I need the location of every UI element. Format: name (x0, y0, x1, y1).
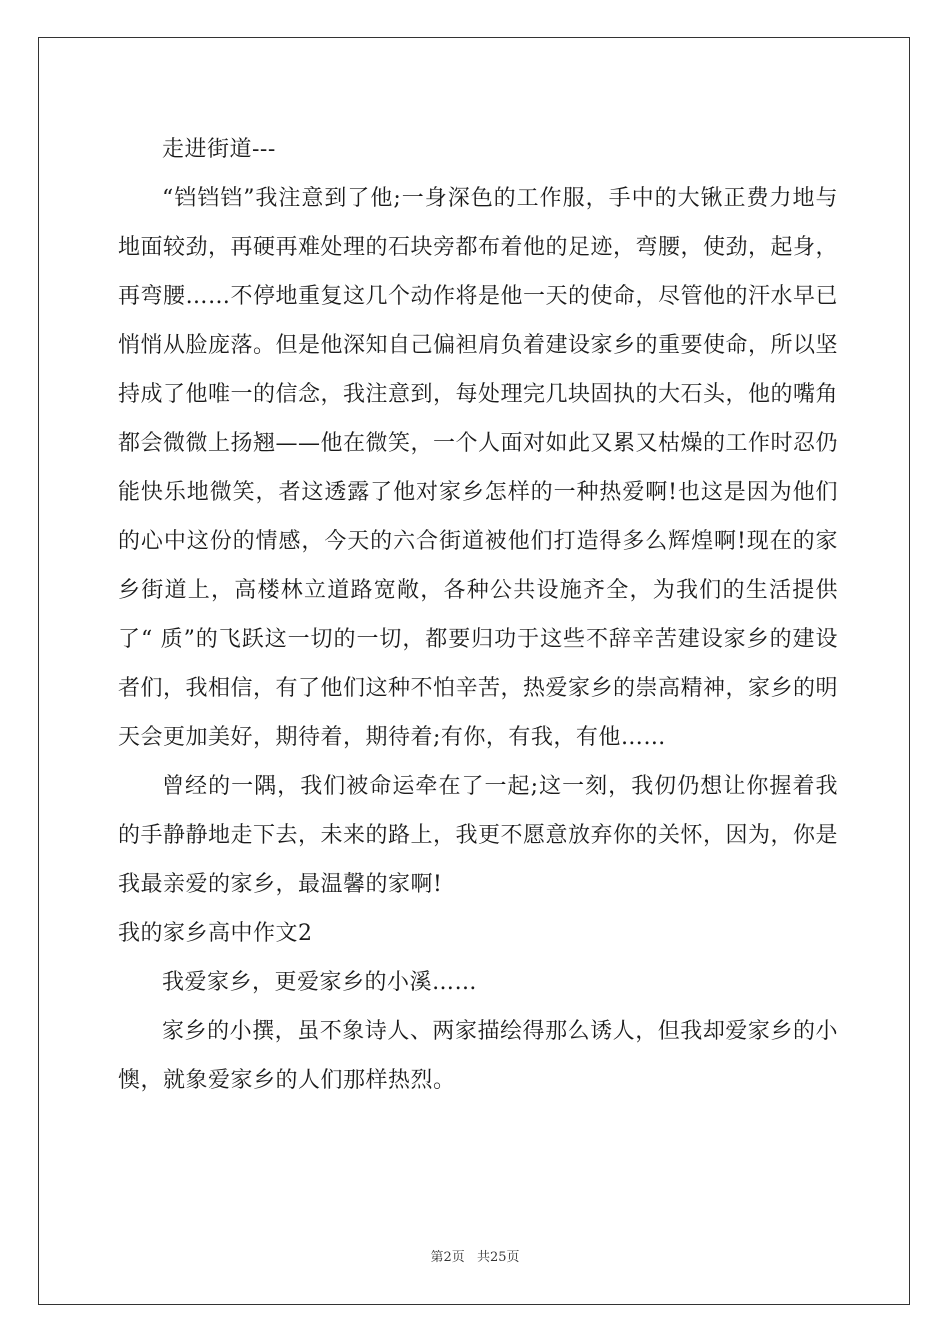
paragraph-hometown: 曾经的一隅，我们被命运牵在了一起;这一刻，我仞仍想让你握着我的手静静地走下去，未来的路上，我更不愿意放弃你的关怀，因为，你是我最亲爱的家乡，最温馨的家啊! (118, 774, 839, 897)
document-body (118, 125, 838, 1105)
essay-heading: 我的家乡高中作文2 (118, 921, 313, 946)
page-total: 共25页 (476, 1250, 520, 1265)
paragraph-intro: 走进街道--- (162, 137, 276, 162)
paragraph-stream: 我爱家乡，更爱家乡的小溪…… (162, 970, 478, 995)
page-footer (0, 1246, 950, 1265)
paragraph-creek: 家乡的小撰，虽不象诗人、两家描绘得那么诱人，但我却爱家乡的小懊，就象爱家乡的人们那样热烈。 (118, 1019, 838, 1093)
page-number: 第2页 (430, 1250, 465, 1265)
paragraph-worker: “铛铛铛”我注意到了他;一身深色的工作服，手中的大锹正费力地与地面较劲，再硬再难处理的石块旁都布着他的足迹，弯腰，使劲，起身，再弯腰……不停地重复这几个动作将是他一天的使命，尽管他的汗水早已悄悄从脸庞落。但是他深知自己偏袒肩负着建设家乡的重要使命，所以坚持成了他唯一的信念，我注意到，每处理完几块固执的大石头，他的嘴角都会微微上扬翘——他在微笑，一个人面对如此又累又枯燥的工作时忍仍能快乐地微笑，者这透露了他对家乡怎样的一种热爱啊!也这是因为他们的心中这份的情感，今天的六合街道被他们打造得多么辉煌啊!现在的家乡街道上，高楼林立道路宽敞，各种公共设施齐全，为我们的生活提供了“ 质”的飞跃这一切的一切，都要归功于这些不辞辛苦建设家乡的建设者们，我相信，有了他们这种不怕辛苦，热爱家乡的崇高精神，家乡的明天会更加美好，期待着，期待着;有你，有我，有他…… (118, 186, 839, 750)
